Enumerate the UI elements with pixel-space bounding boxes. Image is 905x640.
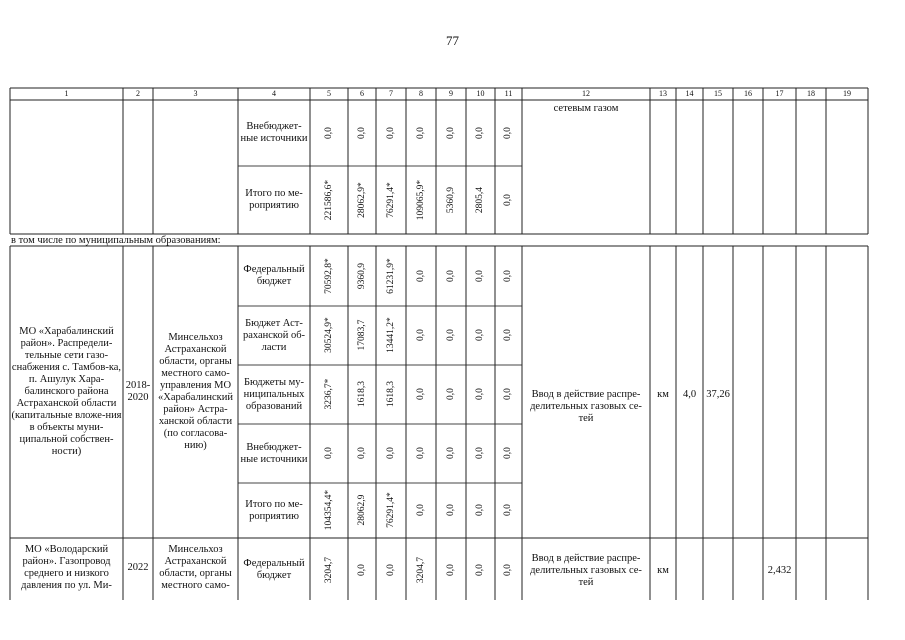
- event-name: МО «Володарский район». Газопровод среднего и низкого давления по ул. Ми-: [21, 544, 112, 591]
- source-label: Федеральный бюджет: [243, 264, 305, 287]
- value-cell: 2805,4: [475, 186, 485, 214]
- value-cell: 0,0: [503, 194, 513, 206]
- value-cell: 0,0: [416, 329, 426, 341]
- source-label: Федеральный бюджет: [243, 558, 305, 581]
- value-cell: 0,0: [503, 504, 513, 516]
- col-header-6: 6: [360, 89, 364, 98]
- value-cell: 0,0: [446, 127, 456, 139]
- result-text: Ввод в действие распре-делительных газовых се-тей: [530, 553, 642, 588]
- value-cell: 0,0: [503, 329, 513, 341]
- col-header-13: 13: [659, 89, 667, 98]
- event-name: МО «Харабалинский район». Распредели-тельные сети газо-снабжения с. Тамбов-ка, п. Ашулук Хара-балинского района Астраханской области (капитальные вложе-ния в объекты муни-ципальной собствен-ности): [11, 326, 122, 457]
- value-cell: 0,0: [416, 388, 426, 400]
- value-cell: 0,0: [386, 127, 396, 139]
- value-cell: 0,0: [475, 504, 485, 516]
- value-cell: 0,0: [357, 564, 367, 576]
- value-cell: 104354,4*: [324, 489, 334, 531]
- value-cell: 109065,9*: [416, 179, 426, 221]
- col-header-2: 2: [136, 89, 140, 98]
- value-cell: 28062,9*: [357, 182, 367, 218]
- value-cell: 0,0: [416, 127, 426, 139]
- value-cell: 0,0: [446, 504, 456, 516]
- value-cell: 3236,7*: [324, 378, 334, 410]
- source-label: Бюджет Аст-раханской об-ласти: [242, 317, 306, 353]
- value-col15: 37,26: [706, 389, 730, 400]
- value-cell: 0,0: [446, 329, 456, 341]
- value-cell: 76291,4*: [386, 492, 396, 528]
- unit: км: [657, 565, 669, 576]
- value-cell: 0,0: [475, 564, 485, 576]
- value-cell: 0,0: [446, 447, 456, 459]
- col-header-8: 8: [419, 89, 423, 98]
- value-cell: 0,0: [386, 447, 396, 459]
- col-header-3: 3: [193, 89, 198, 98]
- value-cell: 1618,3: [357, 380, 367, 408]
- value-cell: 0,0: [446, 388, 456, 400]
- value-cell: 0,0: [446, 564, 456, 576]
- value-cell: 0,0: [446, 270, 456, 282]
- value-cell: 0,0: [503, 270, 513, 282]
- col-header-14: 14: [685, 89, 694, 98]
- value-cell: 30524,9*: [324, 317, 334, 353]
- source-label: Итого по ме-роприятию: [245, 498, 303, 522]
- value-cell: 0,0: [503, 564, 513, 576]
- executor: Минсельхоз Астраханской области, органы местного само-управления МО «Харабалинский район» Астра-ханской области (по согласова-нию): [158, 332, 233, 451]
- value-cell: 0,0: [324, 127, 334, 139]
- value-cell: 61231,9*: [386, 258, 396, 294]
- col-header-19: 19: [843, 89, 851, 98]
- value-cell: 3204,7: [416, 556, 426, 584]
- value-cell: 5360,9: [446, 186, 456, 214]
- col-header-7: 7: [389, 89, 393, 98]
- col-header-18: 18: [807, 89, 815, 98]
- value-cell: 3204,7: [324, 556, 334, 584]
- value-cell: 0,0: [357, 127, 367, 139]
- value-cell: 76291,4*: [386, 182, 396, 218]
- unit: км: [657, 389, 669, 400]
- col-header-11: 11: [504, 89, 513, 98]
- value-col14: 4,0: [682, 389, 697, 400]
- col-header-5: 5: [327, 89, 331, 98]
- value-cell: 28062,9: [357, 494, 367, 526]
- value-cell: 0,0: [416, 447, 426, 459]
- col-header-1: 1: [64, 89, 69, 98]
- value-cell: 1618,3: [386, 380, 396, 408]
- value-cell: 0,0: [324, 447, 334, 459]
- value-cell: 0,0: [416, 504, 426, 516]
- value-cell: 0,0: [503, 447, 513, 459]
- col-header-12: 12: [582, 89, 590, 98]
- executor: Минсельхоз Астраханской области, органы местного само-: [159, 544, 232, 591]
- period: 2018-2020: [125, 380, 151, 403]
- source-label: Бюджеты му-ниципальных образований: [243, 376, 305, 412]
- result-text: Ввод в действие распре-делительных газовых се-тей: [530, 389, 642, 424]
- col-header-4: 4: [272, 89, 276, 98]
- source-label: Итого по ме-роприятию: [245, 188, 303, 211]
- value-cell: 9360,9: [357, 262, 367, 290]
- value-col17: 2,432: [767, 565, 792, 576]
- col-header-15: 15: [714, 89, 722, 98]
- col-header-16: 16: [744, 89, 752, 98]
- value-cell: 0,0: [416, 270, 426, 282]
- section-label: в том числе по муниципальным образованиям:: [11, 235, 221, 246]
- value-cell: 17083,7: [357, 319, 367, 351]
- source-label: Внебюджет-ные источники: [240, 121, 308, 144]
- page-number: 77: [446, 33, 459, 48]
- value-cell: 70592,8*: [324, 258, 334, 294]
- value-cell: 13441,2*: [386, 317, 396, 353]
- period: 2022: [127, 562, 149, 573]
- value-cell: 0,0: [503, 127, 513, 139]
- value-cell: 0,0: [475, 447, 485, 459]
- value-cell: 0,0: [475, 329, 485, 341]
- col-header-10: 10: [476, 89, 485, 98]
- col-header-17: 17: [775, 89, 784, 98]
- value-cell: 0,0: [357, 447, 367, 459]
- source-label: Внебюджет-ные источники: [240, 441, 308, 465]
- top-result-text: сетевым газом: [553, 103, 619, 114]
- value-cell: 0,0: [386, 564, 396, 576]
- value-cell: 0,0: [503, 388, 513, 400]
- value-cell: 0,0: [475, 127, 485, 139]
- col-header-9: 9: [449, 89, 453, 98]
- value-cell: 0,0: [475, 270, 485, 282]
- value-cell: 221586,6*: [324, 179, 334, 221]
- value-cell: 0,0: [475, 388, 485, 400]
